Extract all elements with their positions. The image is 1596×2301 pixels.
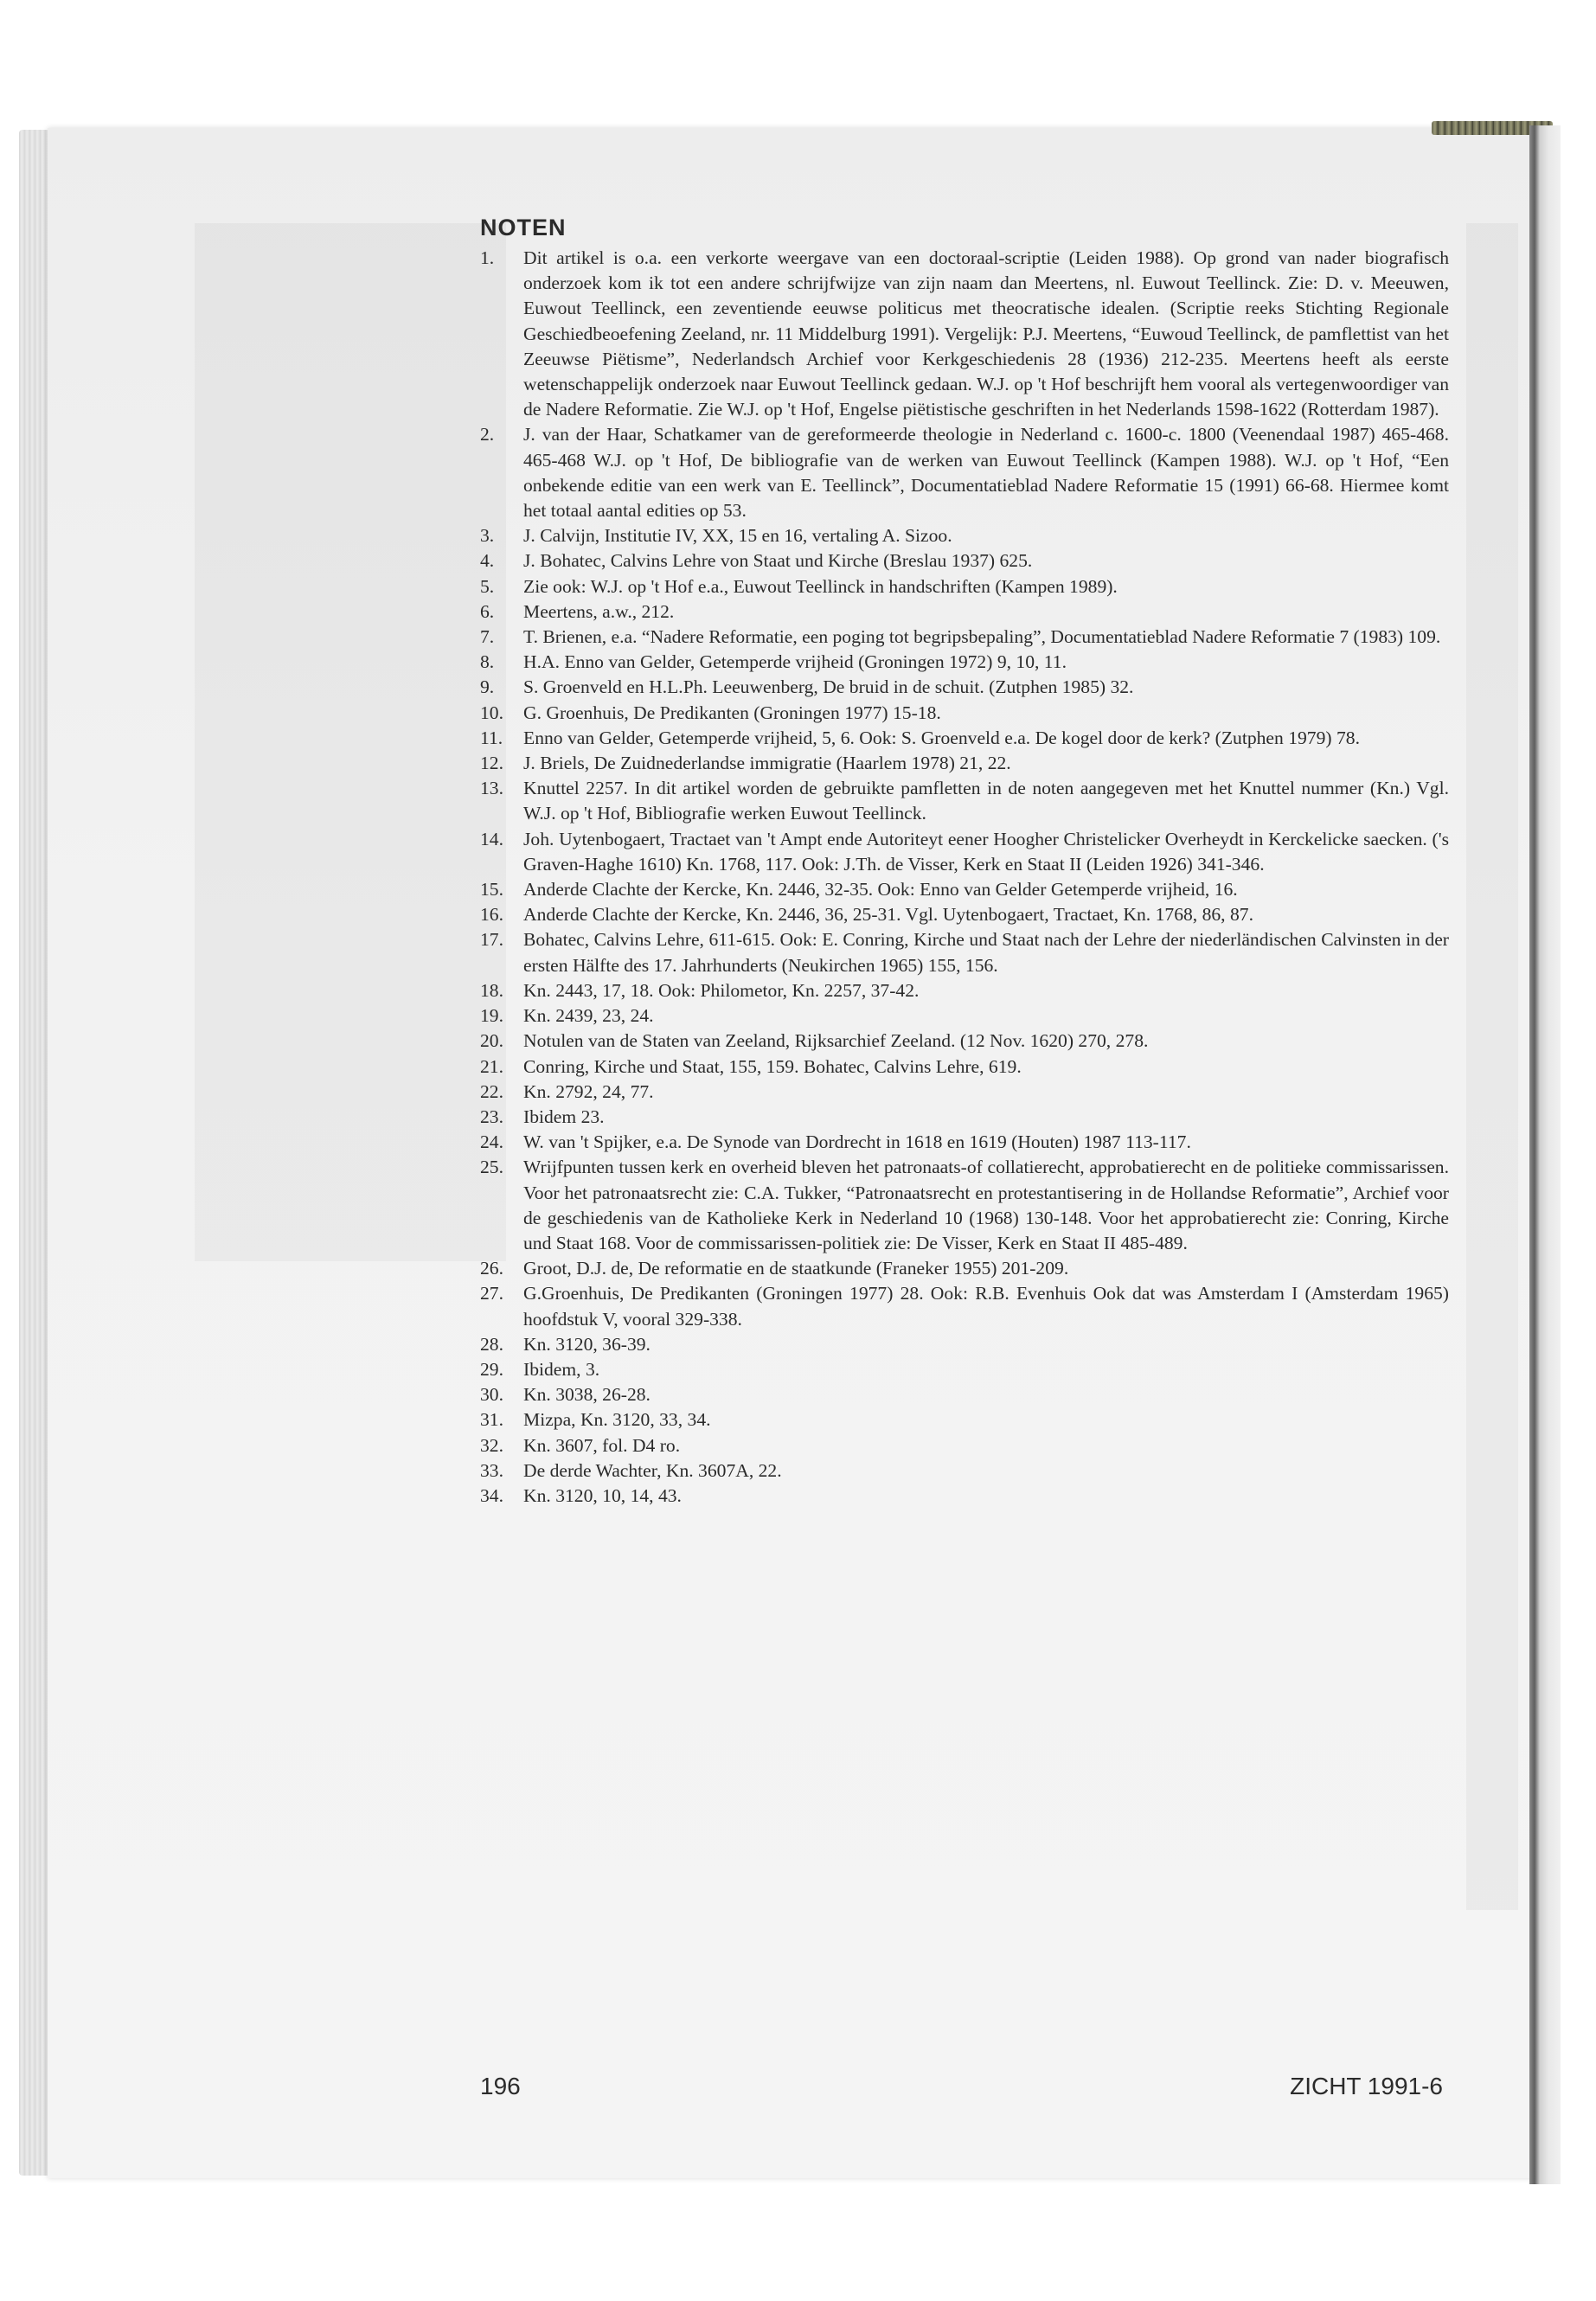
note-text: Kn. 2439, 23, 24. — [523, 1005, 654, 1027]
note-number: 29. — [480, 1358, 503, 1380]
note-text: W. van 't Spijker, e.a. De Synode van Dordrecht in 1618 en 1619 (Houten) 1987 113-117. — [523, 1131, 1191, 1153]
note-text: J. van der Haar, Schatkamer van de gereformeerde theologie in Nederland c. 1600-c. 1800 (Veenendaal 1987) 465-468. 465-468 W.J. op 't Hof, De bibliografie van de werken van Euwout Teellinck (Kampen 1988). W.J. op 't Hof, “Een onbekende editie van een werk van E. Teellinck”, Documentatieblad Nadere Reformatie 15 (1991) 66-68. Hiermee komt het totaal aantal edities op 53. — [523, 424, 1449, 522]
note-text: S. Groenveld en H.L.Ph. Leeuwenberg, De bruid in de schuit. (Zutphen 1985) 32. — [523, 676, 1134, 698]
note-text: Zie ook: W.J. op 't Hof e.a., Euwout Teellinck in handschriften (Kampen 1989). — [523, 575, 1118, 597]
note-item — [480, 701, 1449, 726]
note-number: 1. — [480, 247, 495, 268]
note-number: 3. — [480, 525, 495, 547]
note-text: G.Groenhuis, De Predikanten (Groningen 1977) 28. Ook: R.B. Evenhuis Ook dat was Amsterdam I (Amsterdam 1965) hoofdstuk V, vooral 329-338. — [523, 1283, 1449, 1330]
note-text: J. Bohatec, Calvins Lehre von Staat und Kirche (Breslau 1937) 625. — [523, 550, 1033, 572]
note-number: 24. — [480, 1131, 503, 1153]
note-text: Enno van Gelder, Getemperde vrijheid, 5, 6. Ook: S. Groenveld e.a. De kogel door de kerk? (Zutphen 1979) 78. — [523, 727, 1360, 748]
note-text: Knuttel 2257. In dit artikel worden de gebruikte pamfletten in de noten aangegeven met het Knuttel nummer (Kn.) Vgl. W.J. op 't Hof, Bibliografie werken Euwout Teellinck. — [523, 778, 1449, 824]
note-number: 10. — [480, 702, 503, 723]
note-item — [480, 1332, 1449, 1357]
note-text: Joh. Uytenbogaert, Tractaet van 't Ampt ende Autoriteyt eener Hoogher Christelicker Overheydt in Kerckelicke saecken. ('s Graven-Haghe 1610) Kn. 1768, 117. Ook: J.Th. de Visser, Kerk en Staat II (Leiden 1926) 341-346. — [523, 828, 1449, 875]
note-item — [480, 1458, 1449, 1484]
note-item — [480, 675, 1449, 700]
note-item — [480, 650, 1449, 675]
note-number: 18. — [480, 979, 503, 1001]
note-number: 6. — [480, 600, 495, 622]
note-number: 4. — [480, 550, 495, 572]
note-text: Kn. 3607, fol. D4 ro. — [523, 1434, 681, 1456]
note-text: Ibidem, 3. — [523, 1358, 600, 1380]
note-item — [480, 726, 1449, 751]
note-text: Kn. 3038, 26-28. — [523, 1384, 651, 1406]
note-number: 15. — [480, 879, 503, 901]
note-text: Wrijfpunten tussen kerk en overheid bleven het patronaats-of collatierecht, approbatierecht en de politieke commissarissen. Voor het patronaatsrecht zie: C.A. Tukker, “Patronaatsrecht en protestantisering in de Hollandse Reformatie”, Archief voor de geschiedenis van de Katholieke Kerk in Nederland 10 (1968) 130-148. Voor het approbatierecht zie: Conring, Kirche und Staat 168. Voor de commissarissen-politiek zie: De Visser, Kerk en Staat II 485-489. — [523, 1157, 1449, 1253]
note-text: Anderde Clachte der Kercke, Kn. 2446, 32-35. Ook: Enno van Gelder Getemperde vrijheid, 16. — [523, 879, 1238, 901]
note-number: 8. — [480, 651, 495, 673]
note-number: 7. — [480, 626, 495, 648]
note-number: 33. — [480, 1459, 503, 1481]
note-text: Dit artikel is o.a. een verkorte weergave van een doctoraal-scriptie (Leiden 1988). Op grond van nader biografisch onderzoek kom ik tot een andere schrijfwijze van zijn naam dan Meertens, nl. Euwout Teellinck. Zie: D. v. Meeuwen, Euwout Teellinck, een zeventiende eeuwse politicus met theocratische idealen. (Scriptie reeks Stichting Regionale Geschiedbeoefening Zeeland, nr. 11 Middelburg 1991). Vergelijk: P.J. Meertens, “Euwoud Teellinck, de pamflettist van het Zeeuwse Piëtisme”, Nederlandsch Archief voor Kerkgeschiedenis 28 (1936) 212-235. Meertens heeft als eerste wetenschappelijk onderzoek naar Euwout Teellinck gedaan. W.J. op 't Hof beschrijft hem vooral als vertegenwoordiger van de Nadere Reformatie. Zie W.J. op 't Hof, Engelse piëtistische geschriften in het Nederlands 1598-1622 (Rotterdam 1987). — [523, 247, 1449, 420]
note-item — [480, 1433, 1449, 1458]
note-item — [480, 978, 1449, 1003]
note-item — [480, 1054, 1449, 1080]
note-number: 27. — [480, 1283, 503, 1304]
book-spine — [1529, 125, 1561, 2184]
note-item — [480, 1105, 1449, 1130]
note-text: Kn. 3120, 36-39. — [523, 1333, 651, 1355]
page-number: 196 — [480, 2073, 521, 2099]
note-item — [480, 1357, 1449, 1382]
note-number: 34. — [480, 1484, 503, 1506]
note-number: 21. — [480, 1055, 503, 1077]
note-item — [480, 574, 1449, 599]
note-text: J. Briels, De Zuidnederlandse immigratie (Haarlem 1978) 21, 22. — [523, 753, 1011, 774]
note-text: Ibidem 23. — [523, 1106, 605, 1127]
note-number: 14. — [480, 828, 503, 849]
note-text: De derde Wachter, Kn. 3607A, 22. — [523, 1459, 782, 1481]
note-item — [480, 625, 1449, 650]
note-number: 12. — [480, 753, 503, 774]
note-number: 31. — [480, 1409, 503, 1431]
note-text: Kn. 2443, 17, 18. Ook: Philometor, Kn. 2257, 37-42. — [523, 979, 920, 1001]
note-item — [480, 1484, 1449, 1509]
note-item — [480, 599, 1449, 625]
note-text: T. Brienen, e.a. “Nadere Reformatie, een poging tot begripsbepaling”, Documentatieblad Nadere Reformatie 7 (1983) 109. — [523, 626, 1441, 648]
notes-list — [480, 246, 1449, 1509]
note-text: Groot, D.J. de, De reformatie en de staatkunde (Franeker 1955) 201-209. — [523, 1258, 1069, 1279]
note-item — [480, 877, 1449, 902]
note-number: 30. — [480, 1384, 503, 1406]
note-text: Anderde Clachte der Kercke, Kn. 2446, 36, 25-31. Vgl. Uytenbogaert, Tractaet, Kn. 1768, 86, 87. — [523, 904, 1253, 926]
note-text: H.A. Enno van Gelder, Getemperde vrijheid (Groningen 1972) 9, 10, 11. — [523, 651, 1067, 673]
note-text: Bohatec, Calvins Lehre, 611-615. Ook: E. Conring, Kirche und Staat nach der Lehre der niederländischen Calvinsten in der ersten Hälfte des 17. Jahrhunderts (Neukirchen 1965) 155, 156. — [523, 929, 1449, 976]
note-text: Notulen van de Staten van Zeeland, Rijksarchief Zeeland. (12 Nov. 1620) 270, 278. — [523, 1030, 1149, 1052]
note-item — [480, 776, 1449, 826]
note-text: Kn. 3120, 10, 14, 43. — [523, 1484, 682, 1506]
note-item — [480, 422, 1449, 523]
note-item — [480, 1003, 1449, 1029]
note-text: J. Calvijn, Institutie IV, XX, 15 en 16, vertaling A. Sizoo. — [523, 525, 952, 547]
note-text: Kn. 2792, 24, 77. — [523, 1080, 654, 1102]
note-number: 5. — [480, 575, 495, 597]
note-number: 23. — [480, 1106, 503, 1127]
note-item — [480, 751, 1449, 776]
notes-heading: NOTEN — [480, 215, 567, 240]
note-item — [480, 1382, 1449, 1407]
note-text: Meertens, a.w., 212. — [523, 600, 675, 622]
note-number: 17. — [480, 929, 503, 951]
note-text: G. Groenhuis, De Predikanten (Groningen 1977) 15-18. — [523, 702, 941, 723]
note-number: 22. — [480, 1080, 503, 1102]
note-number: 13. — [480, 778, 503, 799]
note-item — [480, 1155, 1449, 1256]
note-number: 19. — [480, 1005, 503, 1027]
show-through-left — [195, 223, 506, 1261]
note-item — [480, 523, 1449, 548]
note-number: 11. — [480, 727, 503, 748]
note-number: 9. — [480, 676, 495, 698]
note-item — [480, 1029, 1449, 1054]
note-item — [480, 1256, 1449, 1281]
note-number: 20. — [480, 1030, 503, 1052]
note-item — [480, 548, 1449, 574]
note-item — [480, 902, 1449, 927]
note-item — [480, 927, 1449, 977]
note-item — [480, 1407, 1449, 1433]
note-item — [480, 1130, 1449, 1155]
note-item — [480, 827, 1449, 877]
show-through-right — [1466, 223, 1518, 1910]
note-number: 16. — [480, 904, 503, 926]
note-item — [480, 1281, 1449, 1331]
note-number: 26. — [480, 1258, 503, 1279]
note-number: 32. — [480, 1434, 503, 1456]
note-text: Mizpa, Kn. 3120, 33, 34. — [523, 1409, 711, 1431]
note-item — [480, 246, 1449, 422]
journal-issue: ZICHT 1991-6 — [1290, 2073, 1443, 2099]
note-number: 2. — [480, 424, 495, 445]
note-text: Conring, Kirche und Staat, 155, 159. Bohatec, Calvins Lehre, 619. — [523, 1055, 1022, 1077]
note-number: 28. — [480, 1333, 503, 1355]
note-number: 25. — [480, 1157, 503, 1178]
note-item — [480, 1080, 1449, 1105]
